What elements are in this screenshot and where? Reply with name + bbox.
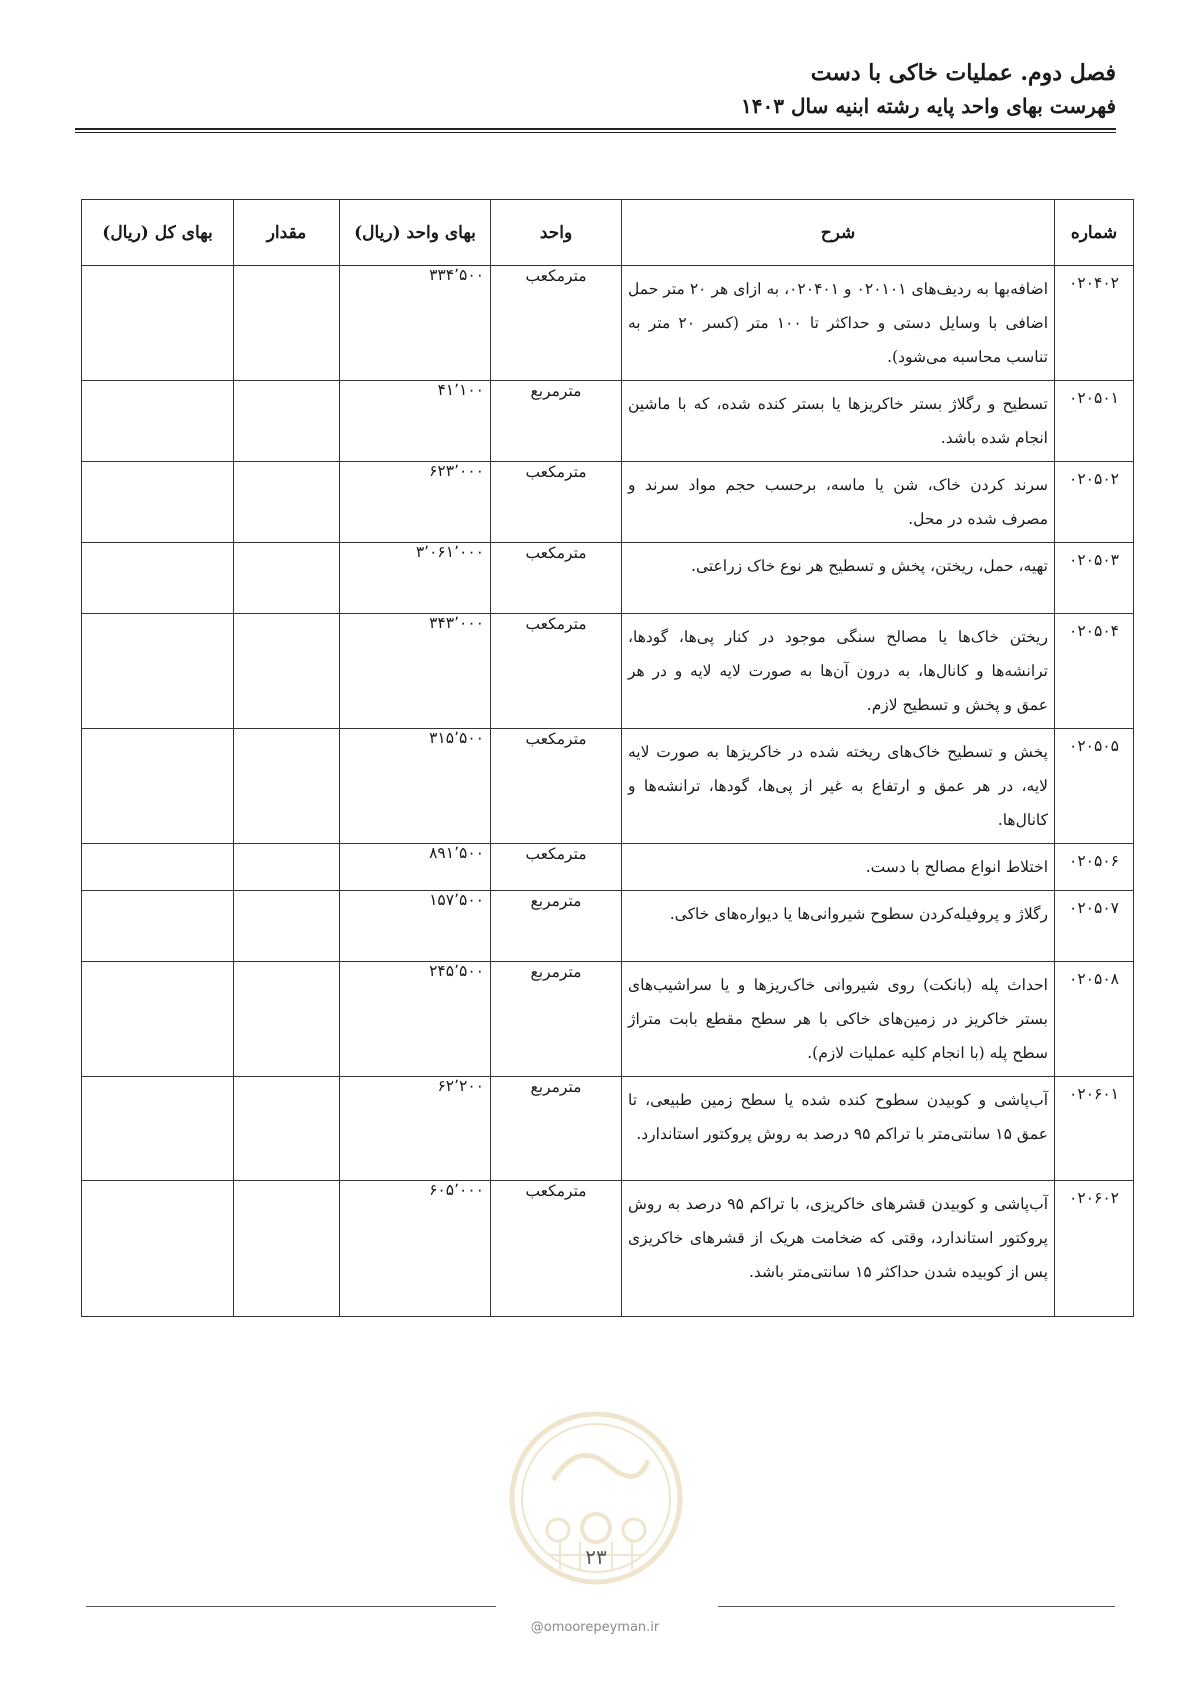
column-header-number: شماره [1055, 200, 1134, 266]
item-unit: مترمکعب [491, 614, 622, 729]
header-divider [75, 128, 1116, 133]
table-row [82, 266, 1134, 381]
table-row [82, 614, 1134, 729]
item-total-price [82, 614, 234, 729]
footer-divider-left [86, 1606, 496, 1607]
price-list-table [81, 199, 1134, 1317]
item-description: ریختن خاک‌ها یا مصالح سنگی موجود در کنار پی‌ها، گودها، ترانشه‌ها و کانال‌ها، به درون آن‌ها به صورت لایه لایه و در هر عمق و پخش و تسطیح لازم. [622, 614, 1055, 729]
item-unit: مترمکعب [491, 844, 622, 891]
item-unit: مترمربع [491, 891, 622, 962]
item-unit: مترمربع [491, 381, 622, 462]
item-quantity [234, 614, 340, 729]
item-unit-price: ۲۴۵٬۵۰۰ [340, 962, 491, 1077]
item-quantity [234, 729, 340, 844]
item-quantity [234, 462, 340, 543]
item-unit-price: ۳٬۰۶۱٬۰۰۰ [340, 543, 491, 614]
item-description: رگلاژ و پروفیله‌کردن سطوح شیروانی‌ها یا دیواره‌های خاکی. [622, 891, 1055, 962]
chapter-title: فصل دوم. عملیات خاکی با دست [810, 60, 1116, 86]
footer-divider-right [718, 1606, 1115, 1607]
item-quantity [234, 1181, 340, 1317]
table-body [82, 266, 1134, 1317]
item-quantity [234, 844, 340, 891]
item-number: ۰۲۰۵۰۷ [1055, 891, 1134, 962]
item-unit: مترمکعب [491, 729, 622, 844]
item-total-price [82, 1077, 234, 1181]
item-unit-price: ۴۱٬۱۰۰ [340, 381, 491, 462]
item-description: تسطیح و رگلاژ بستر خاکریزها یا بستر کنده شده، که با ماشین انجام شده باشد. [622, 381, 1055, 462]
item-unit: مترمکعب [491, 462, 622, 543]
item-number: ۰۲۰۵۰۵ [1055, 729, 1134, 844]
item-quantity [234, 543, 340, 614]
table-row [82, 844, 1134, 891]
item-number: ۰۲۰۵۰۶ [1055, 844, 1134, 891]
table-header-row [82, 200, 1134, 266]
item-unit: مترمربع [491, 1077, 622, 1181]
item-quantity [234, 1077, 340, 1181]
item-unit-price: ۳۳۴٬۵۰۰ [340, 266, 491, 381]
item-total-price [82, 1181, 234, 1317]
table-row [82, 1181, 1134, 1317]
table-row [82, 543, 1134, 614]
item-number: ۰۲۰۶۰۲ [1055, 1181, 1134, 1317]
table-row [82, 891, 1134, 962]
item-unit-price: ۶۲۳٬۰۰۰ [340, 462, 491, 543]
item-description: سرند کردن خاک، شن یا ماسه، برحسب حجم مواد سرند و مصرف شده در محل. [622, 462, 1055, 543]
table-row [82, 381, 1134, 462]
item-number: ۰۲۰۵۰۸ [1055, 962, 1134, 1077]
column-header-unit-price: بهای واحد (ریال) [340, 200, 491, 266]
item-total-price [82, 266, 234, 381]
item-total-price [82, 844, 234, 891]
footer-website: @omoorepeyman.ir [530, 1620, 660, 1635]
item-unit-price: ۶۲٬۲۰۰ [340, 1077, 491, 1181]
list-title: فهرست بهای واحد پایه رشته ابنیه سال ۱۴۰۳ [741, 94, 1116, 118]
page-header [76, 56, 1116, 122]
table-row [82, 729, 1134, 844]
item-total-price [82, 381, 234, 462]
item-number: ۰۲۰۵۰۴ [1055, 614, 1134, 729]
item-unit-price: ۸۹۱٬۵۰۰ [340, 844, 491, 891]
item-number: ۰۲۰۵۰۳ [1055, 543, 1134, 614]
item-description: اختلاط انواع مصالح با دست. [622, 844, 1055, 891]
table-row [82, 962, 1134, 1077]
page-number: ۲۳ [585, 1545, 607, 1569]
item-total-price [82, 962, 234, 1077]
item-description: اضافه‌بها به ردیف‌های ۰۲۰۱۰۱ و ۰۲۰۴۰۱، به ازای هر ۲۰ متر حمل اضافی با وسایل دستی و حداکثر تا ۱۰۰ متر (کسر ۲۰ متر به تناسب محاسبه می‌شود). [622, 266, 1055, 381]
table-row [82, 462, 1134, 543]
item-unit-price: ۶۰۵٬۰۰۰ [340, 1181, 491, 1317]
item-quantity [234, 962, 340, 1077]
item-unit: مترمکعب [491, 266, 622, 381]
item-total-price [82, 543, 234, 614]
table-row [82, 1077, 1134, 1181]
item-quantity [234, 891, 340, 962]
item-description: آب‌پاشی و کوبیدن قشرهای خاکریزی، با تراکم ۹۵ درصد به روش پروکتور استاندارد، وقتی که ضخامت هریک از قشرهای خاکریزی پس از کوبیده شدن حداکثر ۱۵ سانتی‌متر باشد. [622, 1181, 1055, 1317]
item-unit-price: ۳۱۵٬۵۰۰ [340, 729, 491, 844]
item-unit-price: ۳۴۳٬۰۰۰ [340, 614, 491, 729]
item-number: ۰۲۰۵۰۱ [1055, 381, 1134, 462]
item-description: تهیه، حمل، ریختن، پخش و تسطیح هر نوع خاک زراعتی. [622, 543, 1055, 614]
item-total-price [82, 891, 234, 962]
column-header-total-price: بهای کل (ریال) [82, 200, 234, 266]
item-quantity [234, 266, 340, 381]
item-description: احداث پله (بانکت) روی شیروانی خاک‌ریزها و یا سراشیب‌های بستر خاکریز در زمین‌های خاکی با هر سطح مقطع بابت متراژ سطح پله (با انجام کلیه عملیات لازم). [622, 962, 1055, 1077]
column-header-quantity: مقدار [234, 200, 340, 266]
item-number: ۰۲۰۴۰۲ [1055, 266, 1134, 381]
item-unit: مترمربع [491, 962, 622, 1077]
item-unit-price: ۱۵۷٬۵۰۰ [340, 891, 491, 962]
item-number: ۰۲۰۵۰۲ [1055, 462, 1134, 543]
column-header-unit: واحد [491, 200, 622, 266]
item-description: پخش و تسطیح خاک‌های ریخته شده در خاکریزها به صورت لایه لایه، در هر عمق و ارتفاع به غیر از پی‌ها، گودها، ترانشه‌ها و کانال‌ها. [622, 729, 1055, 844]
column-header-description: شرح [622, 200, 1055, 266]
item-quantity [234, 381, 340, 462]
item-unit: مترمکعب [491, 543, 622, 614]
item-number: ۰۲۰۶۰۱ [1055, 1077, 1134, 1181]
item-total-price [82, 729, 234, 844]
item-total-price [82, 462, 234, 543]
item-unit: مترمکعب [491, 1181, 622, 1317]
item-description: آب‌پاشی و کوبیدن سطوح کنده شده یا سطح زمین طبیعی، تا عمق ۱۵ سانتی‌متر با تراکم ۹۵ درصد به روش پروکتور استاندارد. [622, 1077, 1055, 1181]
